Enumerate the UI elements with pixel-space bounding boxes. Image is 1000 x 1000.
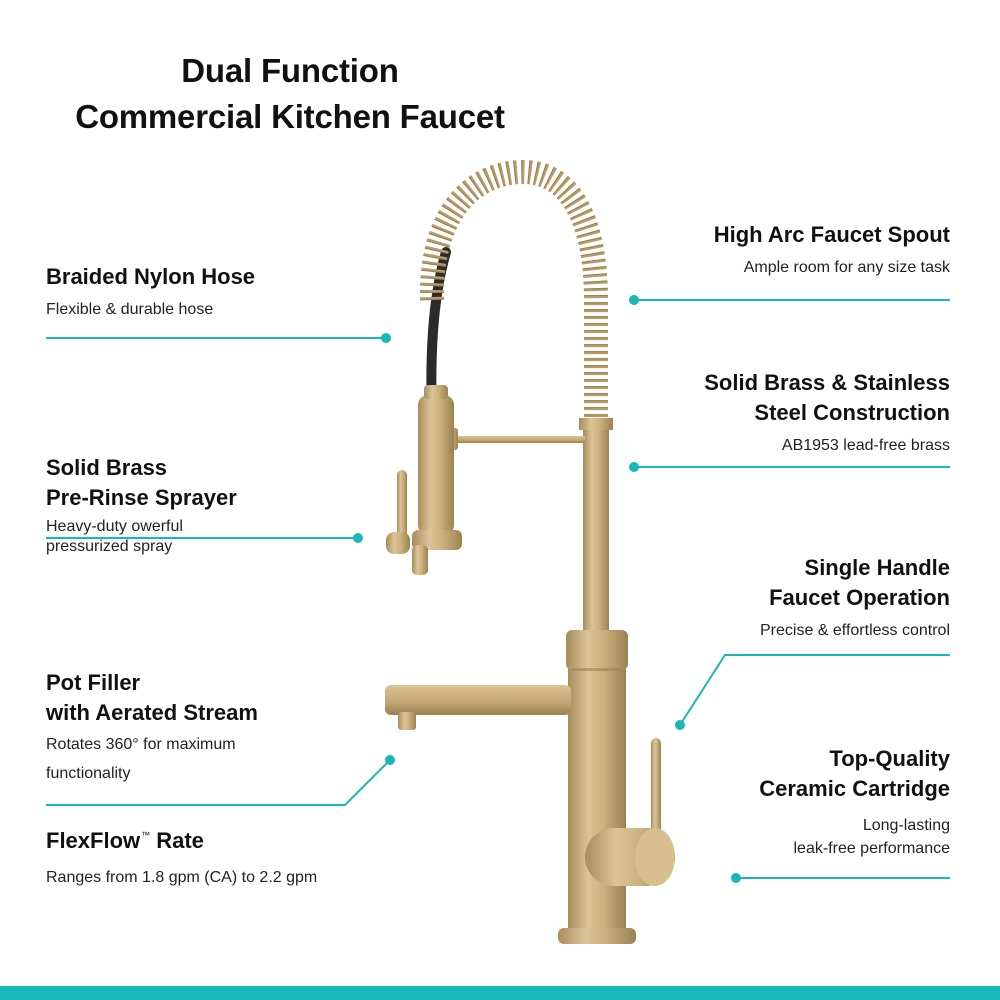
feature-heading-line-1: Solid Brass <box>46 455 168 480</box>
feature-heading-line-1: Top-Quality <box>829 746 950 771</box>
feature-heading-line-2: Faucet Operation <box>769 585 950 610</box>
feature-description-line-1: Long-lasting <box>862 817 950 834</box>
feature-single-handle <box>760 553 950 642</box>
feature-heading: High Arc Faucet Spout <box>713 222 950 247</box>
feature-heading-line-2: Pre-Rinse Sprayer <box>46 485 237 510</box>
feature-description: Ranges from 1.8 gpm (CA) to 2.2 gpm <box>46 869 318 886</box>
feature-description: Precise & effortless control <box>759 622 950 639</box>
spring-coil <box>432 172 596 425</box>
feature-ceramic-cartridge <box>759 744 950 860</box>
feature-heading-line-1: Solid Brass & Stainless <box>704 370 950 395</box>
faucet-base <box>558 928 636 944</box>
flexflow-name: FlexFlow <box>46 828 141 853</box>
feature-pot-filler <box>46 668 258 788</box>
feature-heading-line-2: with Aerated Stream <box>46 700 258 725</box>
flexflow-heading-end: Rate <box>150 828 204 853</box>
feature-braided-hose <box>46 262 255 321</box>
feature-description-line-2: functionality <box>46 765 131 782</box>
feature-flexflow-rate <box>46 820 317 889</box>
feature-description: AB1953 lead-free brass <box>781 437 950 454</box>
sprayer-arm <box>450 436 585 443</box>
feature-description-line-1: Rotates 360° for maximum <box>46 736 236 753</box>
feature-description-line-1: Heavy-duty owerful <box>46 518 183 535</box>
feature-construction <box>704 368 950 457</box>
feature-heading-line-2: Ceramic Cartridge <box>759 776 950 801</box>
feature-heading: Braided Nylon Hose <box>46 264 256 289</box>
feature-high-arc-spout <box>714 220 950 279</box>
feature-description: Ample room for any size task <box>743 259 950 276</box>
feature-description-line-2: leak-free performance <box>793 840 950 857</box>
feature-pre-rinse-sprayer <box>46 453 237 557</box>
bottom-accent-bar <box>0 986 1000 1000</box>
feature-description: Flexible & durable hose <box>46 301 214 318</box>
feature-heading-line-1: Single Handle <box>804 555 950 580</box>
trademark-mark: ™ <box>141 830 151 840</box>
pot-filler-spout <box>385 685 571 715</box>
feature-description-line-2: pressurized spray <box>46 538 173 555</box>
title-line-2: Commercial Kitchen Faucet <box>75 98 505 135</box>
feature-heading-line-2: Steel Construction <box>754 400 950 425</box>
feature-heading <box>46 820 317 856</box>
sprayer-body <box>418 395 454 535</box>
faucet-column <box>583 420 609 635</box>
feature-heading-line-1: Pot Filler <box>46 670 141 695</box>
title-line-1: Dual Function <box>181 52 399 89</box>
faucet-body <box>568 632 626 932</box>
